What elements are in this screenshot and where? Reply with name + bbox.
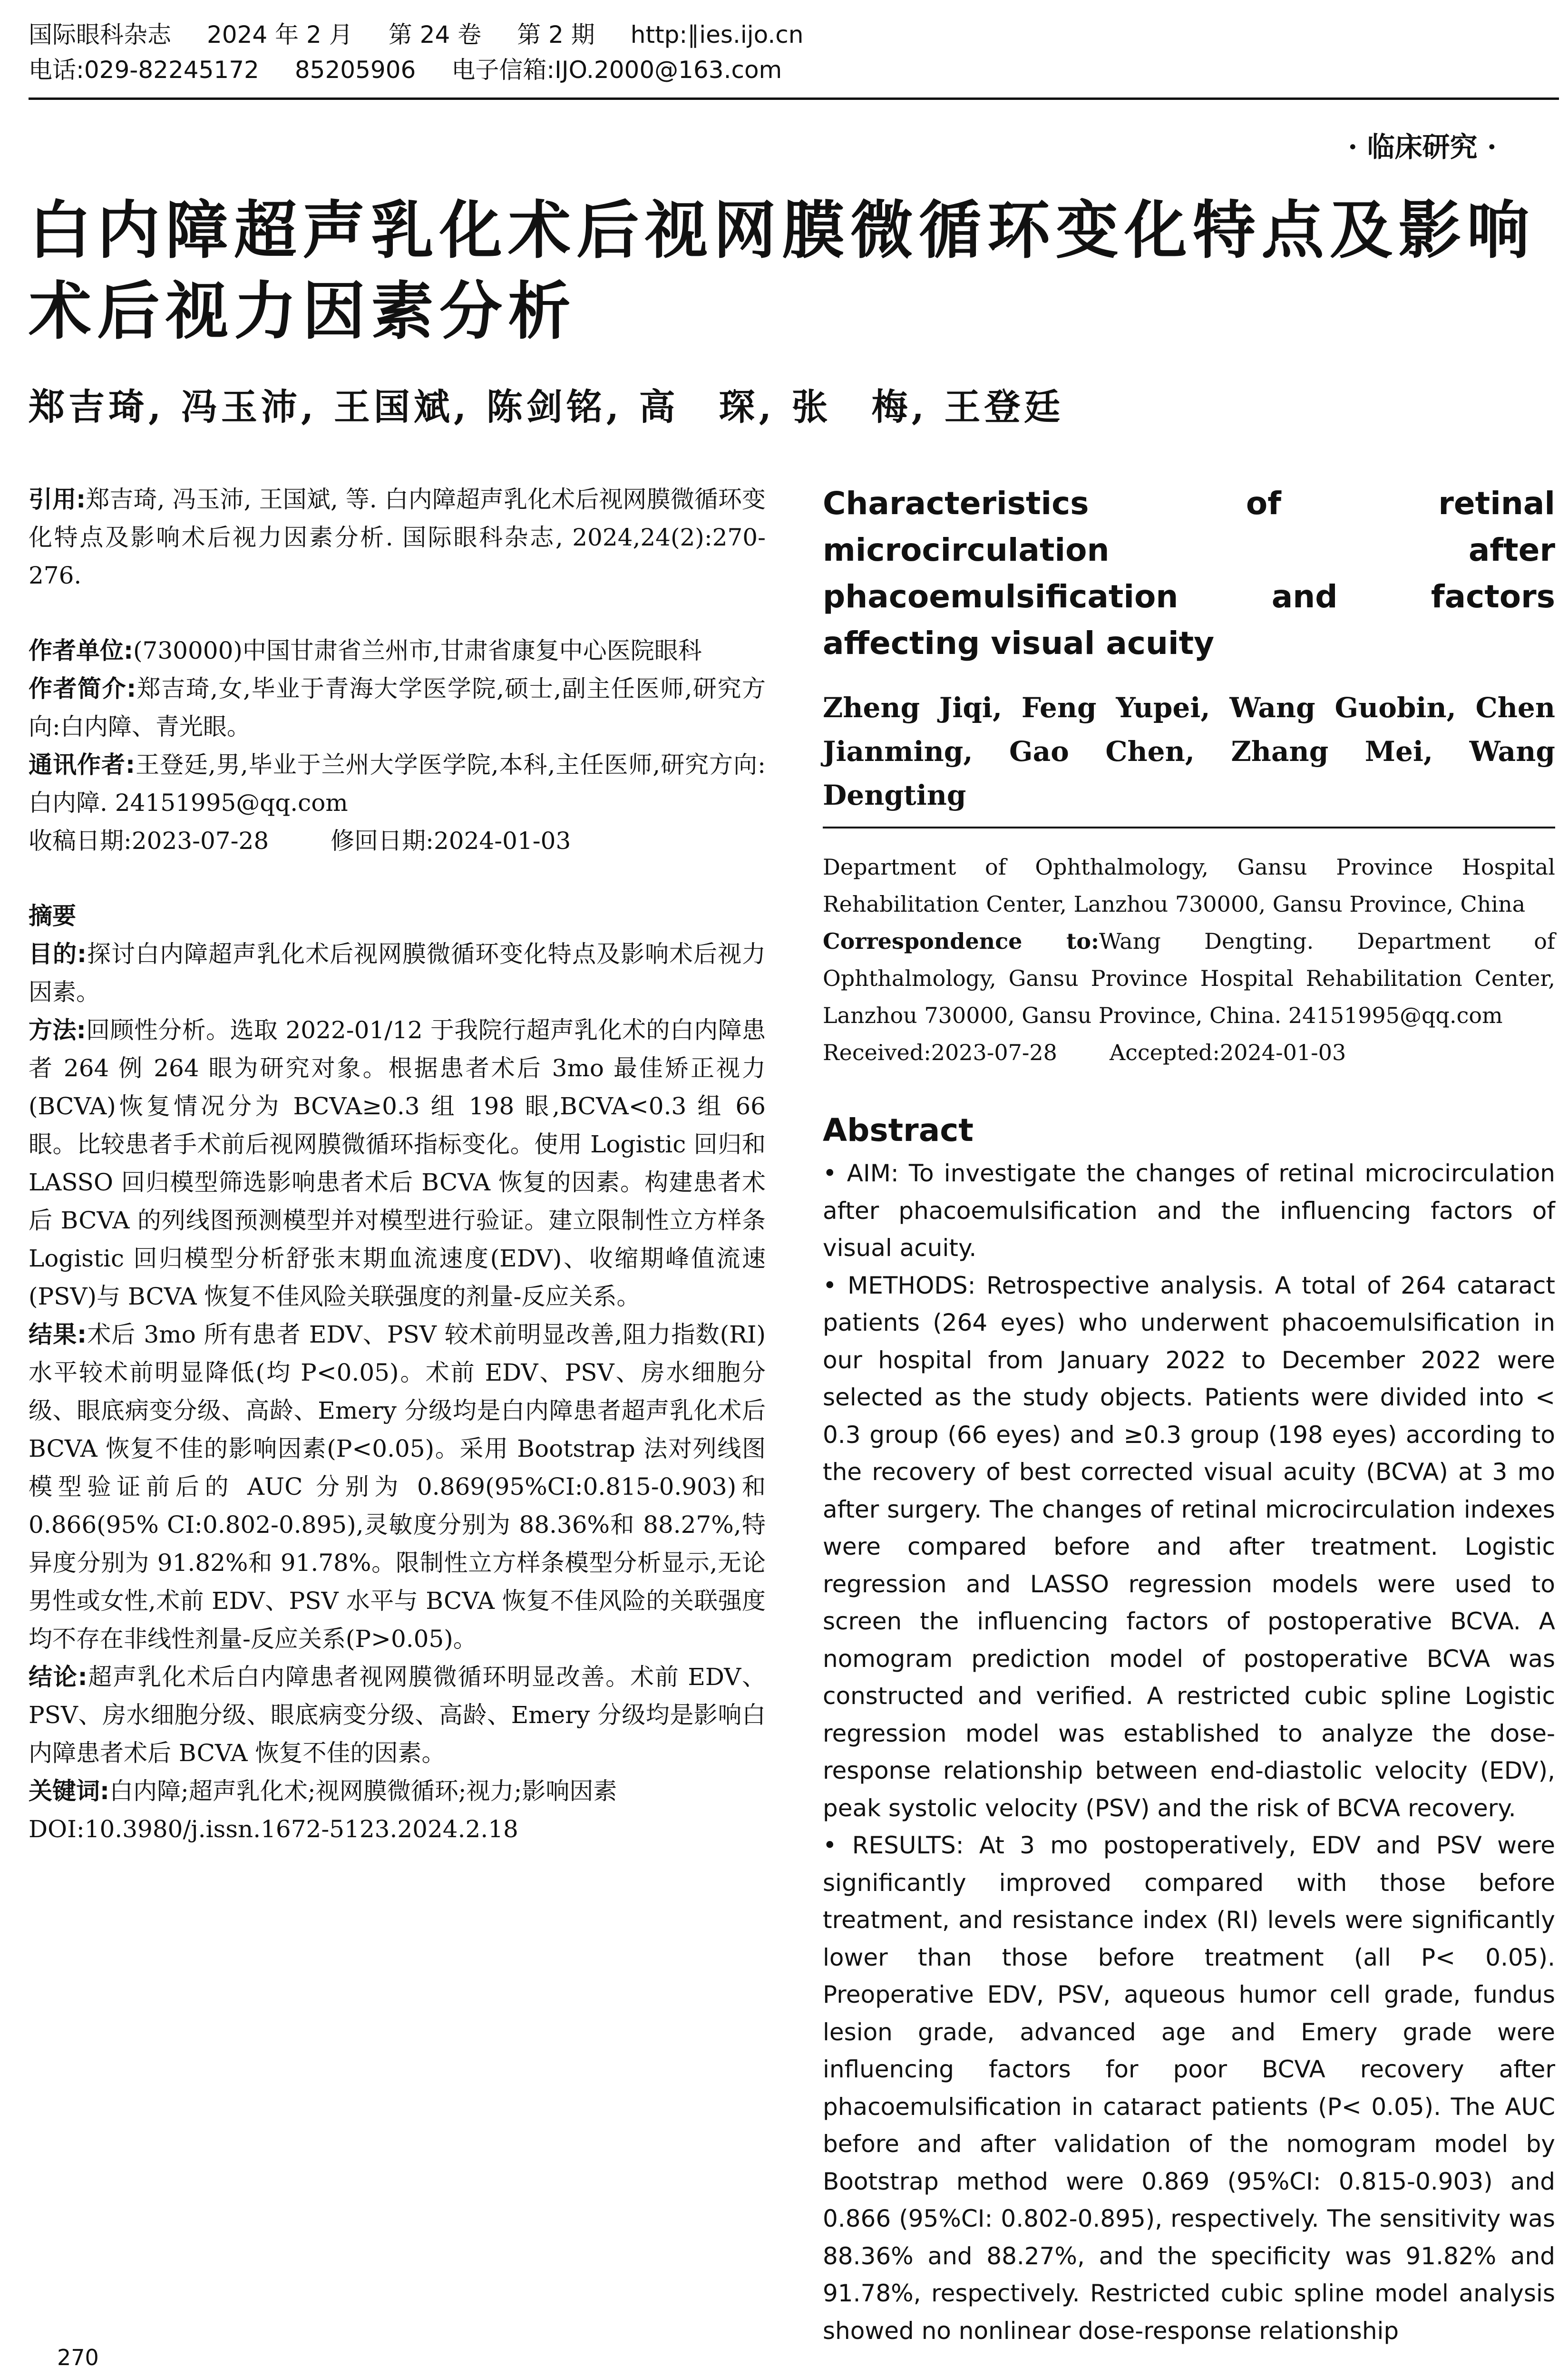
abstract-results-en: • RESULTS: At 3 mo postoperatively, EDV and PSV were significantly improved compared with those before treatment, and resistance index (RI) levels were significantly lower than those before treatment (all P< 0.05). Preoperative EDV, PSV, aqueous humor cell grade, fundus lesion grade, advanced age and Emery grade were influencing factors for poor BCVA recovery after phacoemulsification in cataract patients (P< 0.05). The AUC before and after validation of the nomogram model by Bootstrap method were 0.869 (95%CI: 0.815-0.903) and 0.866 (95%CI: 0.802-0.895), respectively. The sensitivity was 88.36% and 88.27%, and the specificity was 91.82% and 91.78%, respectively. Restricted cubic spline model analysis showed no nonlinear dose-response relationship: [823, 1831, 1555, 2345]
abstract-heading-en: Abstract: [823, 1112, 974, 1149]
journal-name: 国际眼科杂志: [29, 21, 171, 49]
article-title-en: Characteristics of retinal microcirculation after phacoemulsification and factors affecting visual acuity: [823, 485, 1555, 662]
journal-url[interactable]: http:∥ies.ijo.cn: [630, 21, 804, 49]
keywords-cn: 关键词:白内障;超声乳化术;视网膜微循环;视力;影响因素: [29, 1777, 617, 1805]
authors-en: Zheng Jiqi, Feng Yupei, Wang Guobin, Chen Jianming, Gao Chen, Zhang Mei, Wang Dengting: [823, 692, 1555, 811]
abstract-heading-cn: 摘要: [29, 902, 76, 930]
dates-en: Received:2023-07-28 Accepted:2024-01-03: [823, 1040, 1346, 1065]
abstract-aim-cn: 目的:探讨白内障超声乳化术后视网膜微循环变化特点及影响术后视力因素。: [29, 940, 766, 1006]
issue-date: 2024 年 2 月: [207, 21, 353, 49]
phone: 电话:029-82245172: [29, 56, 259, 84]
author-profile: 作者简介:郑吉琦,女,毕业于青海大学医学院,硕士,副主任医师,研究方向:白内障、青光眼。: [29, 675, 766, 740]
dates-cn: 收稿日期:2023-07-28 修回日期:2024-01-03: [29, 827, 571, 855]
abstract-aim-en: • AIM: To investigate the changes of retinal microcirculation after phacoemulsification and the influencing factors of visual acuity.: [823, 1159, 1555, 1262]
author-affiliation: 作者单位:(730000)中国甘肃省兰州市,甘肃省康复中心医院眼科: [29, 637, 702, 664]
abstract-conclusion-cn: 结论:超声乳化术后白内障患者视网膜微循环明显改善。术前 EDV、PSV、房水细胞分级、眼底病变分级、高龄、Emery 分级均是影响白内障患者术后 BCVA 恢复不佳的因素。: [29, 1663, 766, 1767]
page-number: 270: [57, 2345, 99, 2370]
article-title-cn: 白内障超声乳化术后视网膜微循环变化特点及影响术后视力因素分析: [29, 194, 1535, 348]
authors-cn: 郑吉琦, 冯玉沛, 王国斌, 陈剑铭, 高 琛, 张 梅, 王登廷: [29, 386, 1064, 428]
abstract-methods-en: • METHODS: Retrospective analysis. A total of 264 cataract patients (264 eyes) who underwent phacoemulsification in our hospital from January 2022 to December 2022 were selected as the study objects. Patients were divided into < 0.3 group (66 eyes) and ≥0.3 group (198 eyes) according to the recovery of best corrected visual acuity (BCVA) at 3 mo after surgery. The changes of retinal microcirculation indexes were compared before and after treatment. Logistic regression and LASSO regression models were used to screen the influencing factors of postoperative BCVA. A nomogram prediction model of postoperative BCVA was constructed and verified. A restricted cubic spline Logistic regression model was established to analyze the dose-response relationship between end-diastolic velocity (EDV), peak systolic velocity (PSV) and the risk of BCVA recovery.: [823, 1271, 1555, 1822]
running-header: [29, 17, 1560, 88]
corresponding-author: 通讯作者:王登廷,男,毕业于兰州大学医学院,本科,主任医师,研究方向:白内障. 24151995@qq.com: [29, 751, 766, 817]
section-label: · 临床研究 ·: [1348, 131, 1497, 163]
authors-rule: [823, 827, 1555, 828]
abstract-methods-cn: 方法:回顾性分析。选取 2022-01/12 于我院行超声乳化术的白内障患者 264 例 264 眼为研究对象。根据患者术后 3mo 最佳矫正视力(BCVA)恢复情况分为 BCVA≥0.3 组 198 眼,BCVA<0.3 组 66 眼。比较患者手术前后视网膜微循环指标变化。使用 Logistic 回归和 LASSO 回归模型筛选影响患者术后 BCVA 恢复的因素。构建患者术后 BCVA 的列线图预测模型并对模型进行验证。建立限制性立方样条 Logistic 回归模型分析舒张末期血流速度(EDV)、收缩期峰值流速(PSV)与 BCVA 恢复不佳风险关联强度的剂量-反应关系。: [29, 1016, 766, 1310]
header-line-1: [29, 17, 1560, 52]
affiliation-en: Department of Ophthalmology, Gansu Province Hospital Rehabilitation Center, Lanzhou 730000, Gansu Province, China: [823, 854, 1555, 917]
phone-2: 85205906: [294, 56, 416, 84]
abstract-results-cn: 结果:术后 3mo 所有患者 EDV、PSV 较术前明显改善,阻力指数(RI)水平较术前明显降低(均 P<0.05)。术前 EDV、PSV、房水细胞分级、眼底病变分级、高龄、Emery 分级均是白内障患者超声乳化术后 BCVA 恢复不佳的影响因素(P<0.05)。采用 Bootstrap 法对列线图模型验证前后的 AUC 分别为 0.869(95%CI:0.815-0.903)和 0.866(95% CI:0.802-0.895),灵敏度分别为 88.36%和 88.27%,特异度分别为 91.82%和 91.78%。限制性立方样条模型分析显示,无论男性或女性,术前 EDV、PSV 水平与 BCVA 恢复不佳风险的关联强度均不存在非线性剂量-反应关系(P>0.05)。: [29, 1321, 766, 1653]
header-rule: [29, 97, 1559, 100]
left-column: [29, 480, 766, 1848]
right-column: [823, 480, 1555, 2349]
correspondence-en: Correspondence to:Wang Dengting. Department of Ophthalmology, Gansu Province Hospital Rehabilitation Center, Lanzhou 730000, Gansu Province, China. 24151995@qq.com: [823, 928, 1555, 1028]
doi[interactable]: DOI:10.3980/j.issn.1672-5123.2024.2.18: [29, 1815, 518, 1843]
header-line-2: [29, 52, 1560, 88]
email[interactable]: 电子信箱:IJO.2000@163.com: [451, 56, 782, 84]
volume: 第 24 卷: [388, 21, 482, 49]
issue-number: 第 2 期: [517, 21, 595, 49]
citation: 引用:郑吉琦, 冯玉沛, 王国斌, 等. 白内障超声乳化术后视网膜微循环变化特点及影响术后视力因素分析. 国际眼科杂志, 2024,24(2):270-276.: [29, 486, 766, 589]
